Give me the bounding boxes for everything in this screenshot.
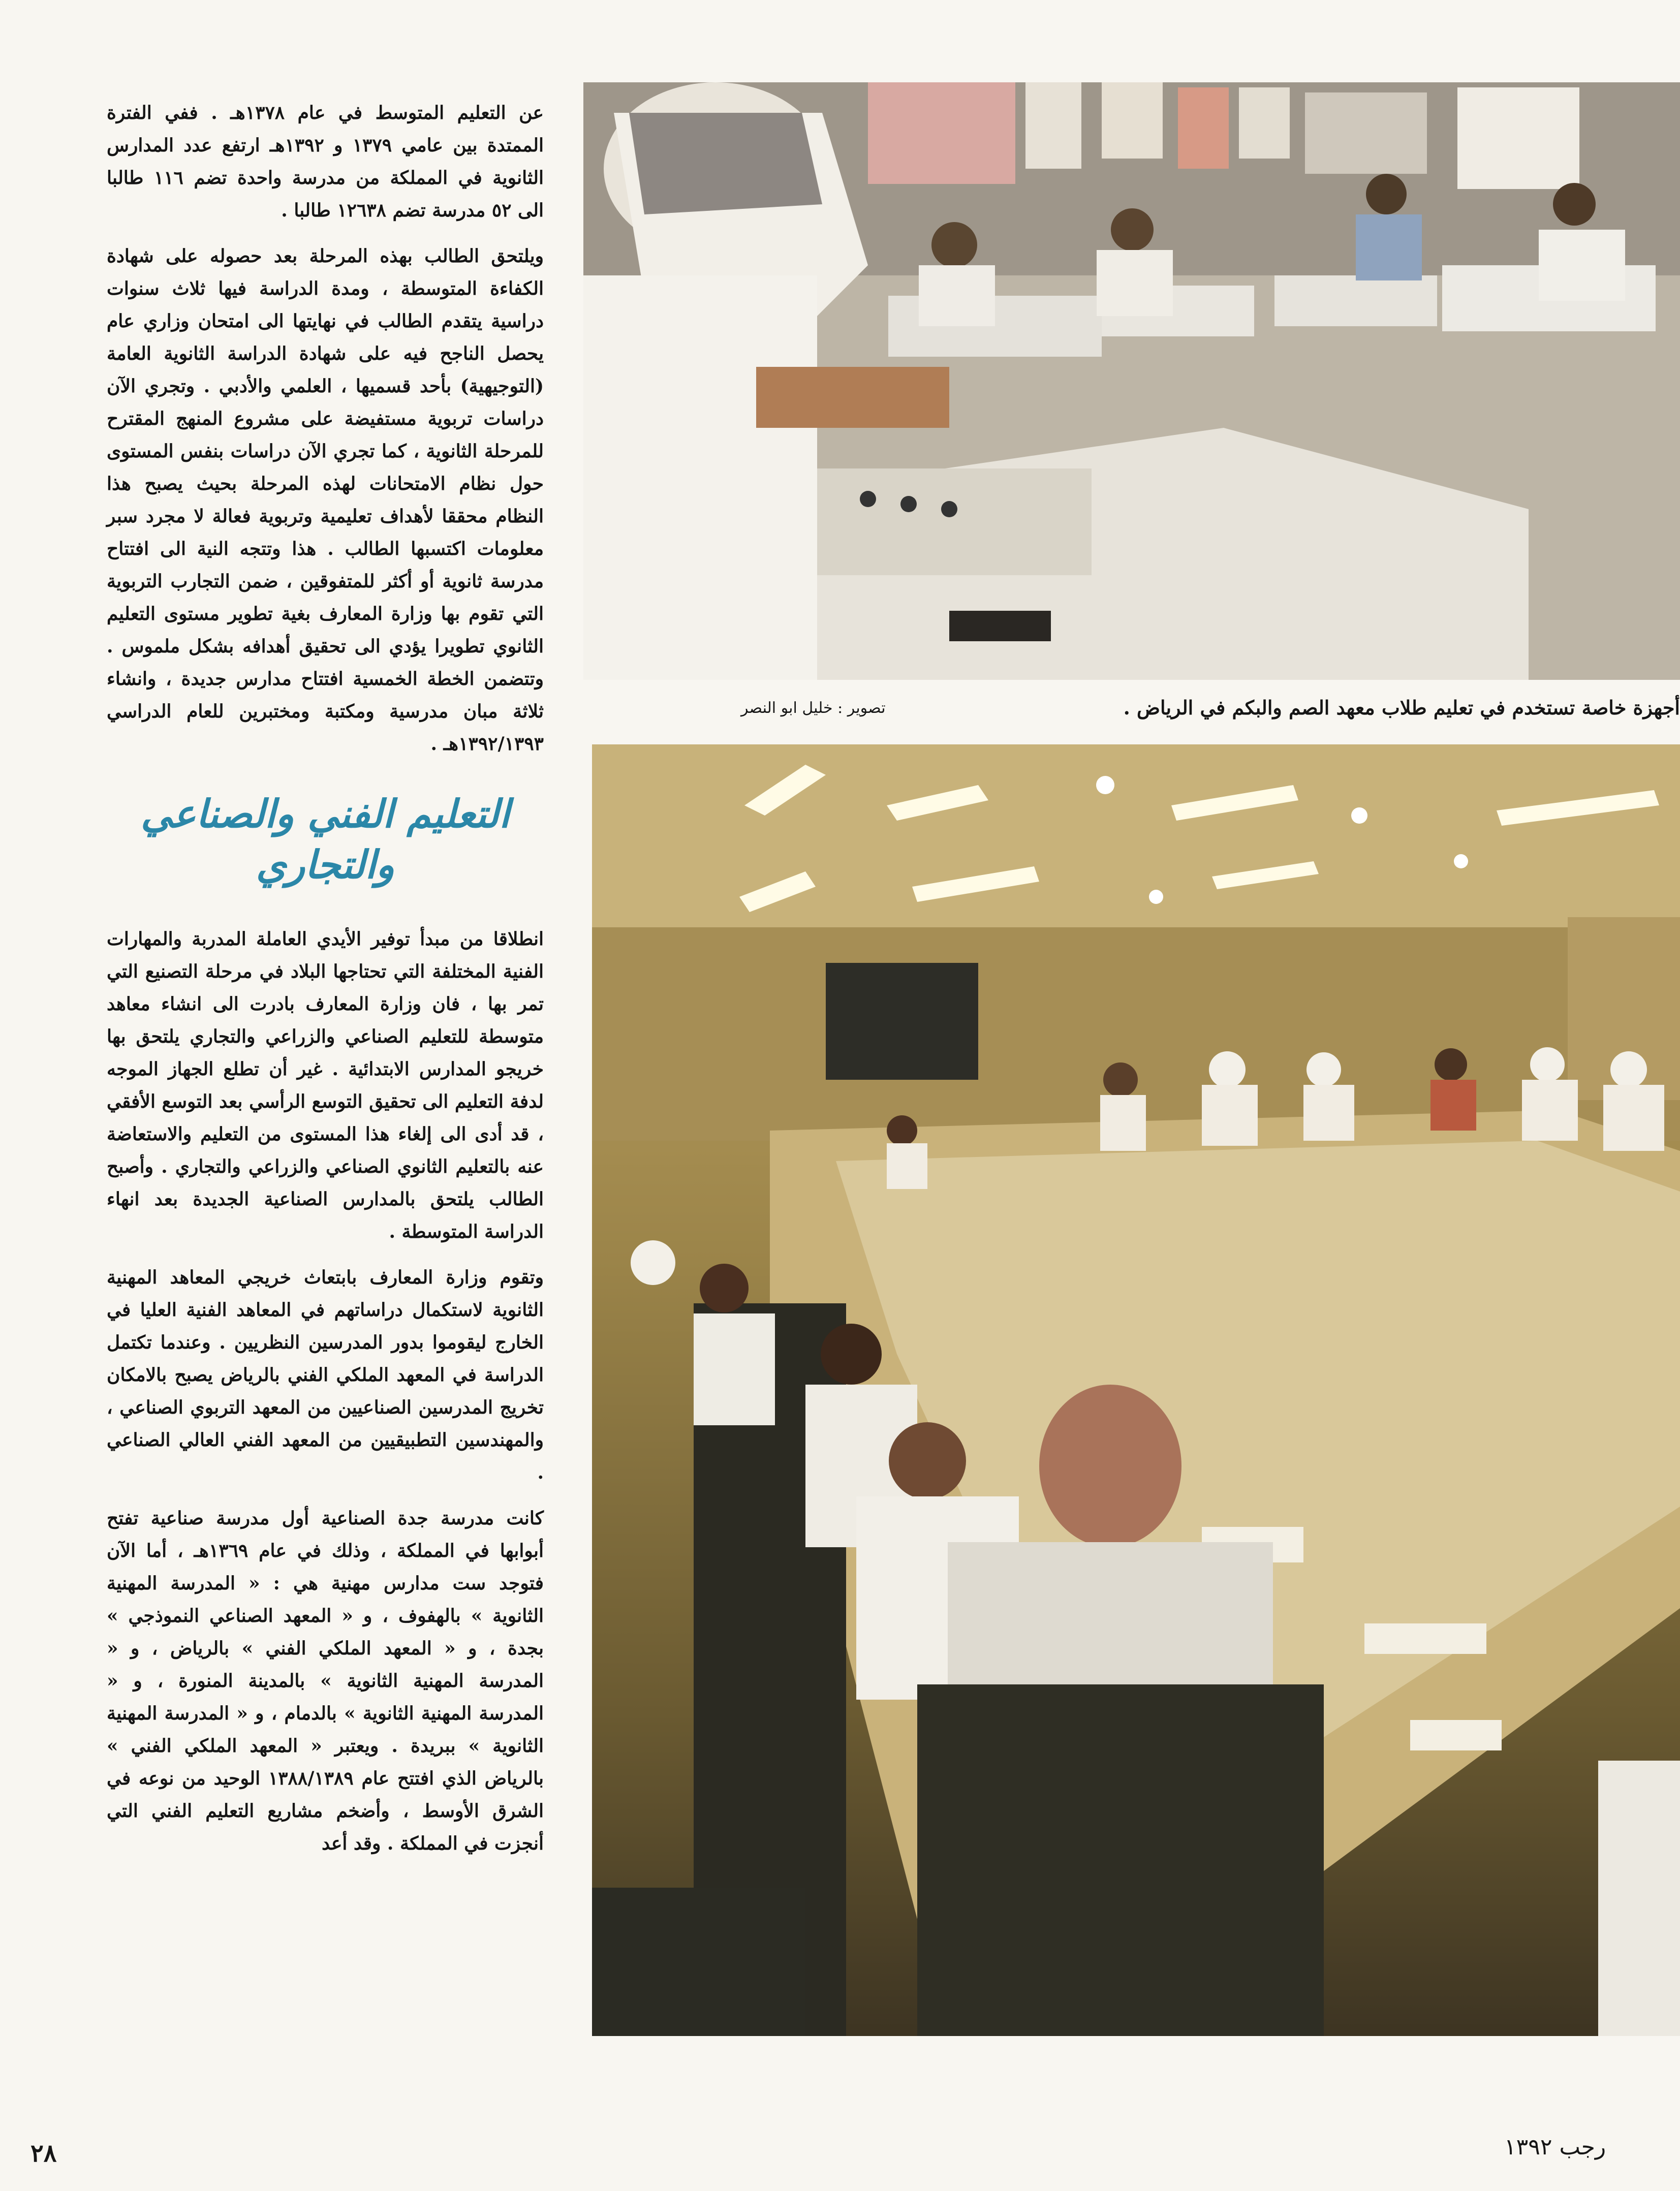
article-text-column: [107, 97, 544, 1873]
article-paragraph: انطلاقا من مبدأ توفير الأيدي العاملة المدربة والمهارات الفنية المختلفة التي تحتاجها البلاد في مرحلة التصنيع التي تمر بها ، فان وزارة المعارف بادرت الى انشاء معاهد متوسطة للتعليم الصناعي والزراعي والتجاري يلتحق بها خريجو المدارس الابتدائية . غير أن تطلع الجهاز الموجه لدفة التعليم الى تحقيق التوسع الرأسي بعد التوسع الأفقي ، قد أدى الى إلغاء هذا المستوى من التعليم والاستعاضة عنه بالتعليم الثانوي الصناعي والزراعي والتجاري . وأصبح الطالب يلتحق بالمدارس الصناعية الجديدة بعد انهاء الدراسة المتوسطة .: [107, 928, 544, 1242]
photo-credit: تصوير : خليل ابو النصر: [741, 699, 886, 717]
article-paragraph: ويلتحق الطالب بهذه المرحلة بعد حصوله على شهادة الكفاءة المتوسطة ، ومدة الدراسة فيها ثلاث سنوات دراسية يتقدم الطالب في نهايتها الى امتحان وزاري عام يحصل الناجح فيه على شهادة الدراسة الثانوية العامة (التوجيهية) بأحد قسميها ، العلمي والأدبي . وتجري الآن دراسات تربوية مستفيضة على مشروع المنهج المقترح للمرحلة الثانوية ، كما تجري الآن دراسات بنفس المستوى حول نظام الامتحانات لهذه المرحلة بحيث يصبح هذا النظام محققا لأهداف تعليمية وتربوية فعالة لا مجرد سبر معلومات اكتسبها الطالب . هذا وتتجه النية الى افتتاح مدرسة ثانوية أو أكثر للمتفوقين ، ضمن التجارب التربوية التي تقوم بها وزارة المعارف بغية تطوير مستوى التعليم الثانوي تطويرا يؤدي الى تحقيق أهدافه بشكل ملموس . وتتضمن الخطة الخمسية افتتاح مدارس جديدة ، وانشاء ثلاثة مبان مدرسية ومكتبة ومختبرين للعام الدراسي ١٣٩٢/١٣٩٣هـ .: [107, 245, 544, 755]
article-paragraph: كانت مدرسة جدة الصناعية أول مدرسة صناعية تفتح أبوابها في المملكة ، وذلك في عام ١٣٦٩هـ ، أما الآن فتوجد ست مدارس مهنية هي : « المدرسة المهنية الثانوية » بالهفوف ، و « المعهد الصناعي النموذجي » بجدة ، و « المعهد الملكي الفني » بالرياض ، و « المدرسة المهنية الثانوية » بالمدينة المنورة ، و « المدرسة المهنية الثانوية » بالدمام ، و « المدرسة المهنية الثانوية » ببريدة . ويعتبر « المعهد الملكي الفني » بالرياض الذي افتتح عام ١٣٨٨/١٣٨٩ الوحيد من نوعه في الشرق الأوسط ، وأضخم مشاريع التعليم الفني التي أنجزت في المملكة . وقد أعد: [107, 1508, 544, 1854]
photo-caption: أجهزة خاصة تستخدم في تعليم طلاب معهد الصم والبكم في الرياض .: [1123, 696, 1680, 719]
section-heading: التعليم الفني والصناعي والتجاري: [140, 791, 510, 887]
photo-caption-row: [583, 696, 1680, 727]
article-paragraph: وتقوم وزارة المعارف بابتعاث خريجي المعاهد المهنية الثانوية لاستكمال دراساتهم في المعاهد الفنية العليا في الخارج ليقوموا بدور المدرسين النظريين . وعندما تكتمل الدراسة في المعهد الملكي الفني بالرياض يصبح بالامكان تخريج المدرسين الصناعيين من المعهد التربوي الصناعي ، والمهندسين التطبيقيين من المعهد الفني العالي الصناعي .: [107, 1267, 544, 1483]
article-paragraph: عن التعليم المتوسط في عام ١٣٧٨هـ . ففي الفترة الممتدة بين عامي ١٣٧٩ و ١٣٩٢هـ ارتفع عدد المدارس الثانوية في المملكة من مدرسة واحدة تضم ١١٦ طالبا الى ٥٢ مدرسة تضم ١٢٦٣٨ طالبا .: [107, 102, 544, 221]
page-number: ٢٨: [30, 2139, 57, 2168]
classroom-photo: [583, 82, 1680, 680]
meeting-room-photo: [592, 744, 1680, 2036]
issue-date: رجب ١٣٩٢: [1504, 2134, 1606, 2160]
